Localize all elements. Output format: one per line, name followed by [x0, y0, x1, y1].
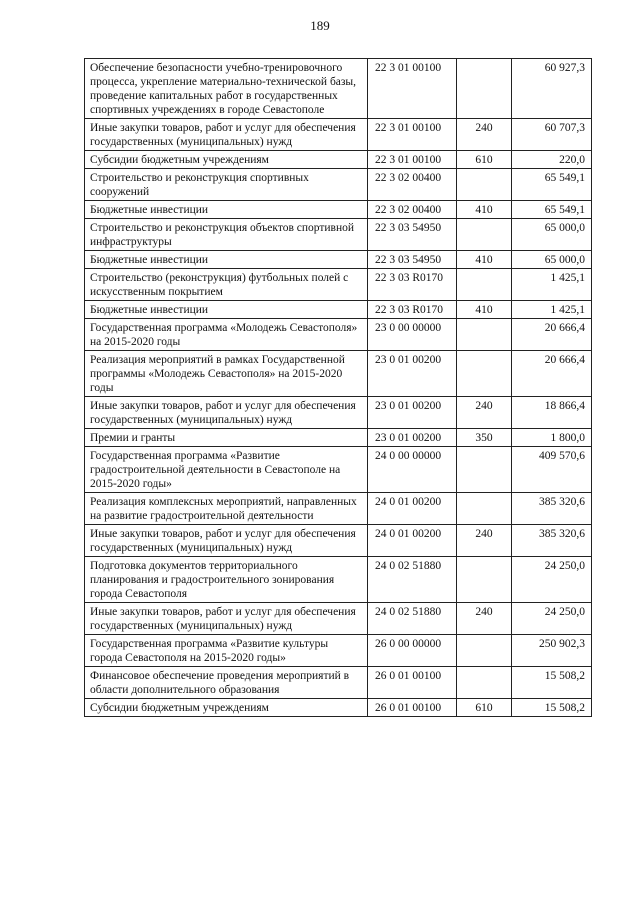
row-sum-cell: 65 549,1 [512, 201, 592, 219]
row-sum-cell: 60 927,3 [512, 59, 592, 119]
row-name-cell: Государственная программа «Молодежь Севастополя» на 2015-2020 годы [85, 319, 368, 351]
row-code-cell: 26 0 01 00100 [368, 667, 457, 699]
table-row [85, 557, 592, 603]
row-type-cell: 240 [457, 603, 512, 635]
row-sum-cell: 65 000,0 [512, 251, 592, 269]
row-name-cell: Обеспечение безопасности учебно-тренировочного процесса, укрепление материально-технической базы, проведение капитальных работ в государственных спортивных учреждениях в городе Севастополе [85, 59, 368, 119]
table-row [85, 429, 592, 447]
row-name-cell: Премии и гранты [85, 429, 368, 447]
row-sum-cell: 1 425,1 [512, 301, 592, 319]
table-row [85, 319, 592, 351]
row-name-cell: Иные закупки товаров, работ и услуг для обеспечения государственных (муниципальных) нужд [85, 603, 368, 635]
row-type-cell [457, 219, 512, 251]
row-name-cell: Иные закупки товаров, работ и услуг для обеспечения государственных (муниципальных) нужд [85, 119, 368, 151]
table-row [85, 151, 592, 169]
table-row [85, 201, 592, 219]
row-code-cell: 26 0 01 00100 [368, 699, 457, 717]
table-row [85, 269, 592, 301]
table-row [85, 59, 592, 119]
row-type-cell: 410 [457, 251, 512, 269]
row-name-cell: Государственная программа «Развитие градостроительной деятельности в Севастополе на 2015-2020 годы» [85, 447, 368, 493]
row-sum-cell: 220,0 [512, 151, 592, 169]
table-row [85, 493, 592, 525]
row-name-cell: Субсидии бюджетным учреждениям [85, 151, 368, 169]
row-name-cell: Строительство и реконструкция объектов спортивной инфраструктуры [85, 219, 368, 251]
row-name-cell: Строительство и реконструкция спортивных сооружений [85, 169, 368, 201]
row-sum-cell: 65 000,0 [512, 219, 592, 251]
row-sum-cell: 250 902,3 [512, 635, 592, 667]
row-code-cell: 23 0 01 00200 [368, 429, 457, 447]
row-sum-cell: 60 707,3 [512, 119, 592, 151]
row-code-cell: 22 3 03 54950 [368, 219, 457, 251]
row-type-cell: 240 [457, 119, 512, 151]
row-code-cell: 23 0 01 00200 [368, 397, 457, 429]
row-sum-cell: 24 250,0 [512, 603, 592, 635]
row-code-cell: 22 3 01 00100 [368, 119, 457, 151]
row-type-cell [457, 493, 512, 525]
row-sum-cell: 385 320,6 [512, 525, 592, 557]
row-code-cell: 24 0 00 00000 [368, 447, 457, 493]
row-type-cell: 240 [457, 525, 512, 557]
row-sum-cell: 1 800,0 [512, 429, 592, 447]
table-row [85, 667, 592, 699]
budget-table-body [85, 59, 592, 717]
table-row [85, 447, 592, 493]
row-code-cell: 24 0 01 00200 [368, 493, 457, 525]
row-type-cell [457, 319, 512, 351]
row-name-cell: Иные закупки товаров, работ и услуг для обеспечения государственных (муниципальных) нужд [85, 397, 368, 429]
table-row [85, 251, 592, 269]
table-row [85, 301, 592, 319]
row-type-cell: 240 [457, 397, 512, 429]
table-row [85, 169, 592, 201]
row-name-cell: Бюджетные инвестиции [85, 201, 368, 219]
row-code-cell: 22 3 03 R0170 [368, 269, 457, 301]
row-code-cell: 26 0 00 00000 [368, 635, 457, 667]
row-code-cell: 24 0 02 51880 [368, 557, 457, 603]
row-code-cell: 22 3 02 00400 [368, 201, 457, 219]
row-sum-cell: 24 250,0 [512, 557, 592, 603]
table-row [85, 603, 592, 635]
row-sum-cell: 18 866,4 [512, 397, 592, 429]
row-name-cell: Бюджетные инвестиции [85, 301, 368, 319]
row-type-cell [457, 667, 512, 699]
row-sum-cell: 65 549,1 [512, 169, 592, 201]
row-type-cell [457, 59, 512, 119]
table-row [85, 525, 592, 557]
row-type-cell: 410 [457, 201, 512, 219]
row-code-cell: 22 3 02 00400 [368, 169, 457, 201]
row-sum-cell: 385 320,6 [512, 493, 592, 525]
row-code-cell: 23 0 01 00200 [368, 351, 457, 397]
row-code-cell: 24 0 01 00200 [368, 525, 457, 557]
table-row [85, 635, 592, 667]
row-name-cell: Бюджетные инвестиции [85, 251, 368, 269]
row-code-cell: 22 3 03 54950 [368, 251, 457, 269]
row-code-cell: 24 0 02 51880 [368, 603, 457, 635]
row-name-cell: Подготовка документов территориального планирования и градостроительного зонирования города Севастополя [85, 557, 368, 603]
row-sum-cell: 20 666,4 [512, 319, 592, 351]
table-row [85, 397, 592, 429]
row-name-cell: Субсидии бюджетным учреждениям [85, 699, 368, 717]
row-code-cell: 22 3 01 00100 [368, 151, 457, 169]
row-name-cell: Реализация комплексных мероприятий, направленных на развитие градостроительной деятельности [85, 493, 368, 525]
row-sum-cell: 409 570,6 [512, 447, 592, 493]
row-name-cell: Государственная программа «Развитие культуры города Севастополя на 2015-2020 годы» [85, 635, 368, 667]
row-type-cell: 610 [457, 699, 512, 717]
table-row [85, 119, 592, 151]
row-sum-cell: 1 425,1 [512, 269, 592, 301]
row-code-cell: 22 3 01 00100 [368, 59, 457, 119]
row-type-cell [457, 635, 512, 667]
row-type-cell [457, 351, 512, 397]
row-sum-cell: 20 666,4 [512, 351, 592, 397]
row-code-cell: 23 0 00 00000 [368, 319, 457, 351]
row-type-cell: 350 [457, 429, 512, 447]
row-sum-cell: 15 508,2 [512, 667, 592, 699]
row-type-cell: 410 [457, 301, 512, 319]
table-row [85, 351, 592, 397]
table-row [85, 219, 592, 251]
row-name-cell: Строительство (реконструкция) футбольных полей с искусственным покрытием [85, 269, 368, 301]
row-code-cell: 22 3 03 R0170 [368, 301, 457, 319]
page-number: 189 [310, 18, 330, 33]
table-row [85, 699, 592, 717]
row-type-cell [457, 269, 512, 301]
row-type-cell: 610 [457, 151, 512, 169]
row-name-cell: Финансовое обеспечение проведения мероприятий в области дополнительного образования [85, 667, 368, 699]
row-type-cell [457, 169, 512, 201]
row-sum-cell: 15 508,2 [512, 699, 592, 717]
row-name-cell: Реализация мероприятий в рамках Государственной программы «Молодежь Севастополя» на 2015-2020 годы [85, 351, 368, 397]
row-type-cell [457, 447, 512, 493]
row-type-cell [457, 557, 512, 603]
budget-table [84, 58, 592, 717]
row-name-cell: Иные закупки товаров, работ и услуг для обеспечения государственных (муниципальных) нужд [85, 525, 368, 557]
